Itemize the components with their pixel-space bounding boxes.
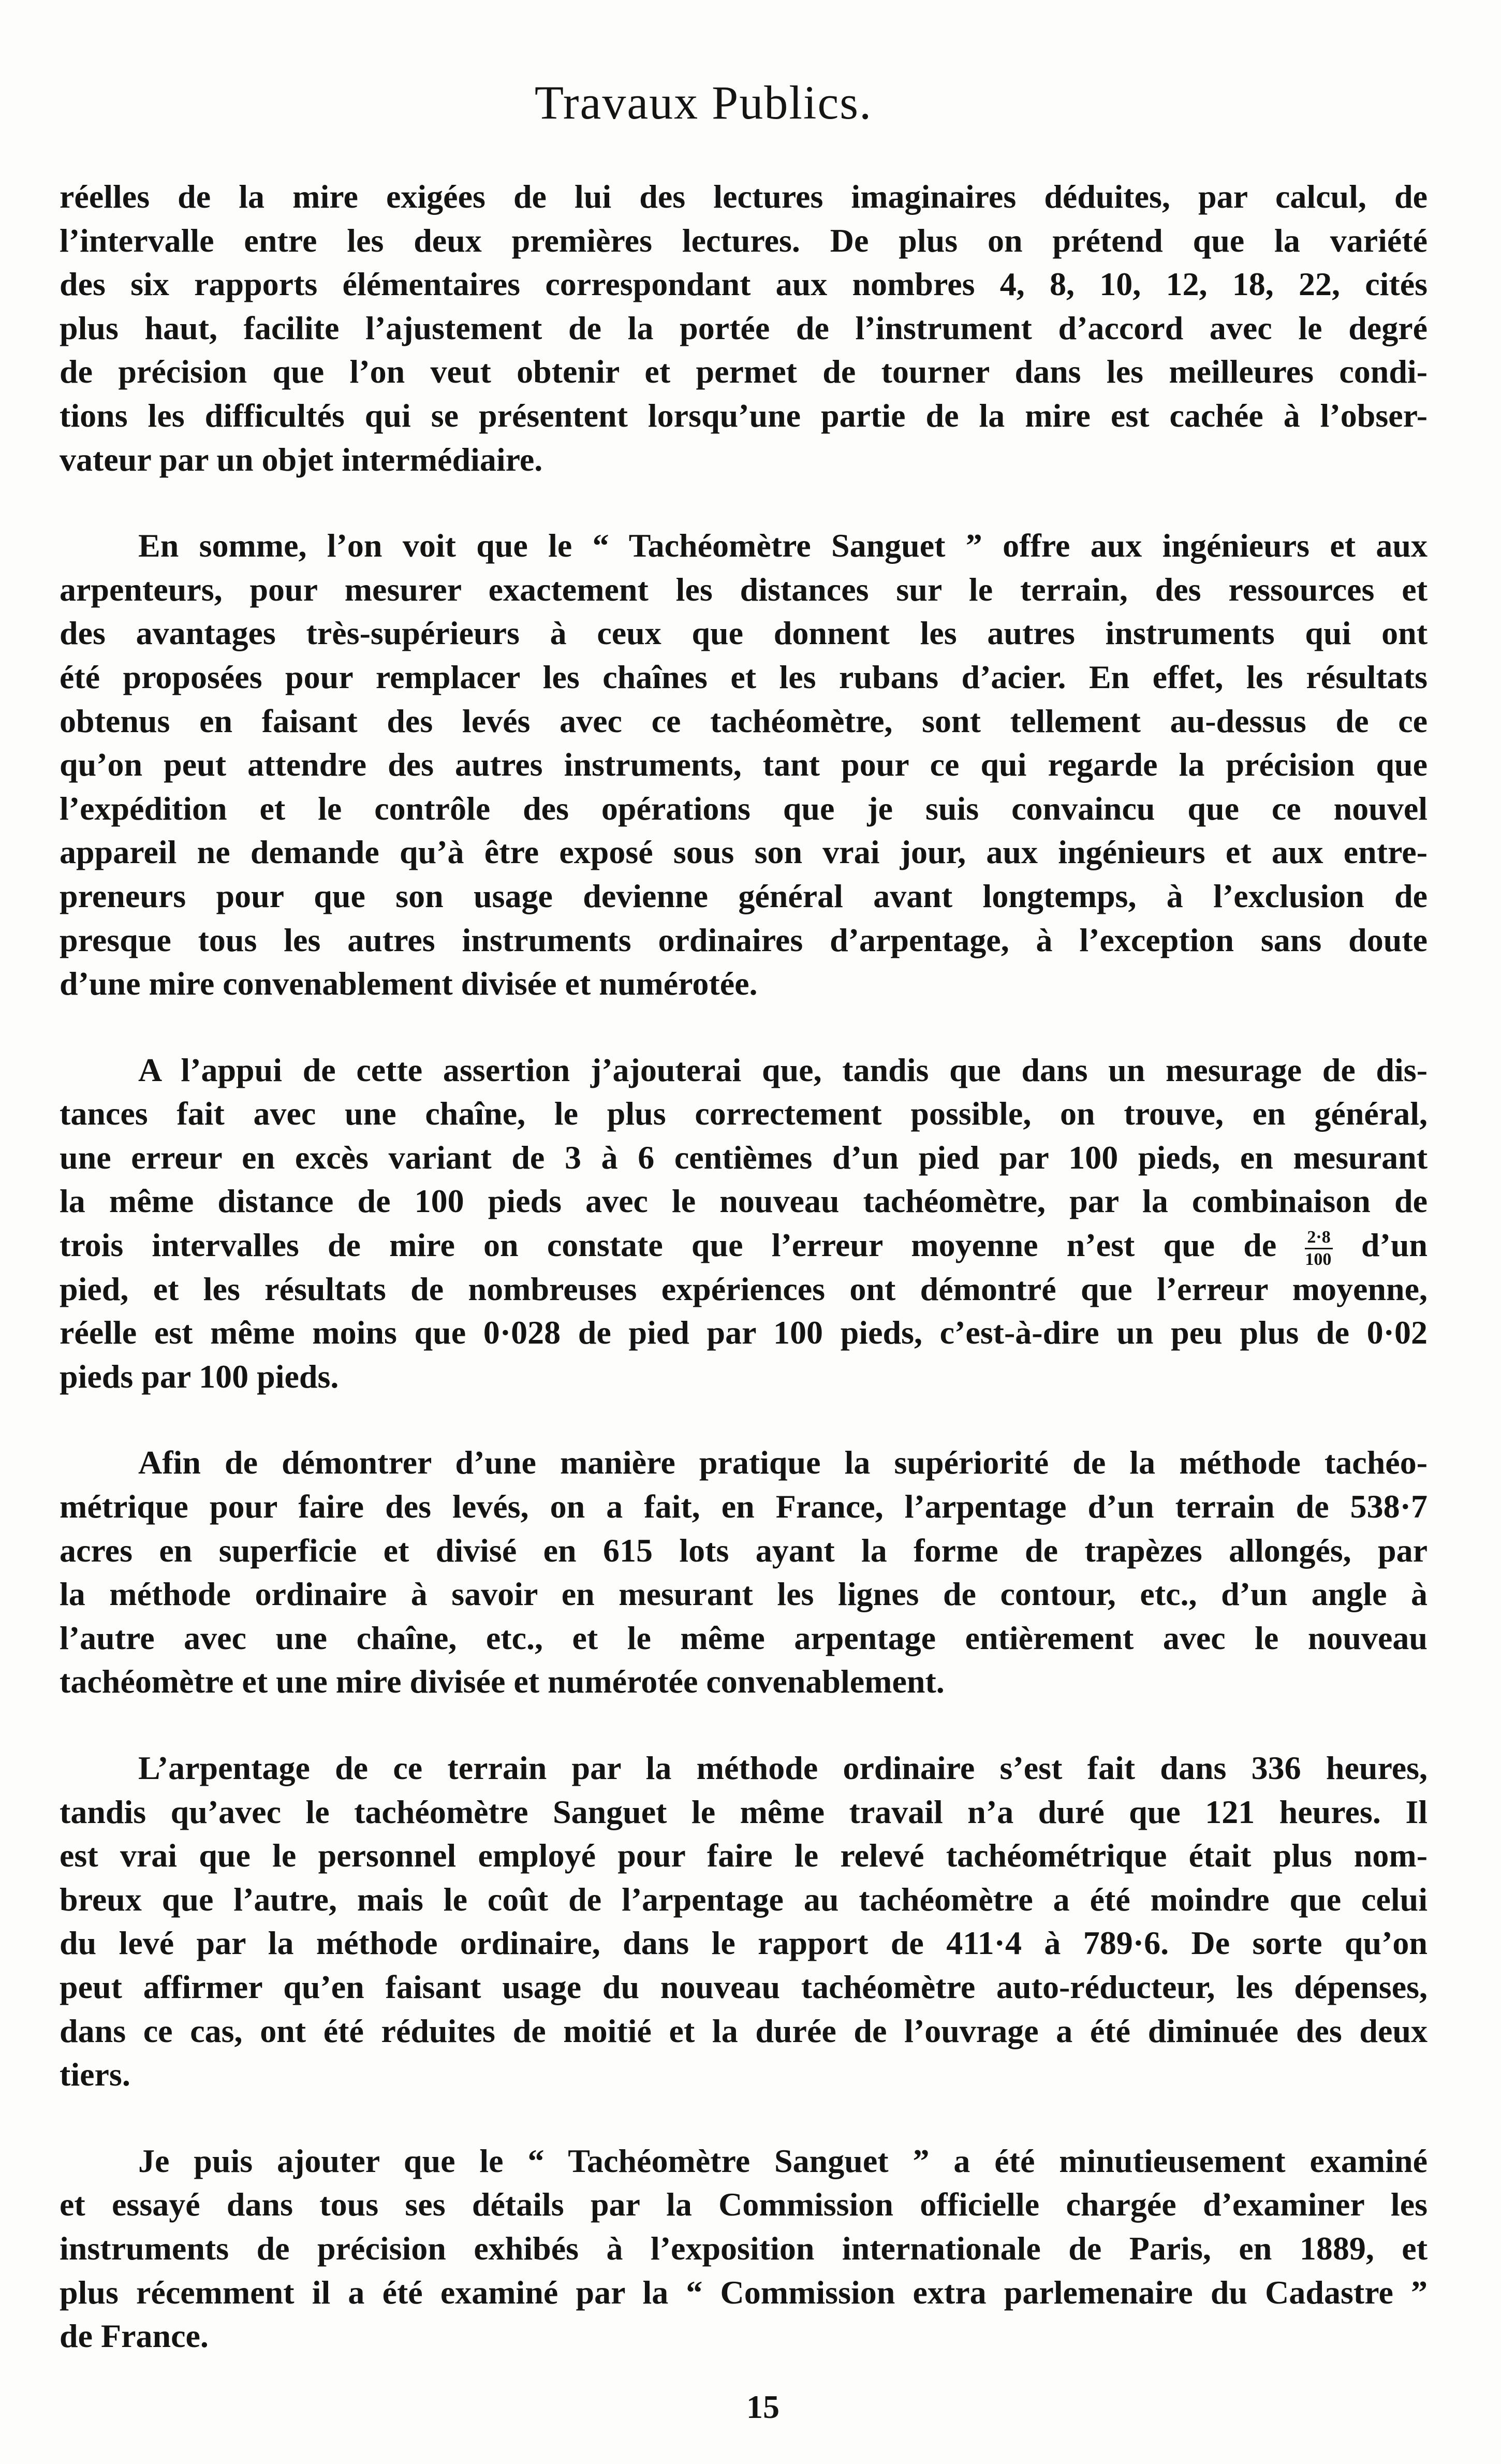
text-line: tachéomètre et une mire divisée et numérotée convenablement. <box>60 1663 945 1700</box>
paragraph <box>60 1441 1428 1704</box>
text-line: du levé par la méthode ordinaire, dans le rapport de 411·4 à 789·6. De sorte qu’on <box>60 1924 1428 1962</box>
page-number: 15 <box>746 2388 779 2425</box>
text-line: plus récemment il a été examiné par la “ Commission extra parlemenaire du Cadastre ” <box>60 2273 1428 2311</box>
paragraph <box>60 2139 1428 2358</box>
text-line: été proposées pour remplacer les chaînes et les rubans d’acier. En effet, les résultats <box>60 658 1428 695</box>
text-line: tiers. <box>60 2056 130 2093</box>
text-line: obtenus en faisant des levés avec ce tachéomètre, sont tellement au-dessus de ce <box>60 702 1428 739</box>
text-line: qu’on peut attendre des autres instruments, tant pour ce qui regarde la précision que <box>60 746 1428 783</box>
paragraph <box>60 1746 1428 2097</box>
text-line: de précision que l’on veut obtenir et permet de tourner dans les meilleures condi- <box>60 353 1428 390</box>
text-line: la méthode ordinaire à savoir en mesurant les lignes de contour, etc., d’un angle à <box>60 1576 1428 1613</box>
text-line: tandis qu’avec le tachéomètre Sanguet le même travail n’a duré que 121 heures. Il <box>60 1793 1428 1830</box>
text-line: tions les difficultés qui se présentent lorsqu’une partie de la mire est cachée à l’obser- <box>60 397 1428 434</box>
text-line: dans ce cas, ont été réduites de moitié et la durée de l’ouvrage a été diminuée des deux <box>60 2012 1428 2049</box>
text-line: une erreur en excès variant de 3 à 6 centièmes d’un pied par 100 pieds, en mesurant <box>60 1139 1428 1176</box>
text-line: et essayé dans tous ses détails par la Commission officielle chargée d’examiner les <box>60 2186 1428 2223</box>
text-segment: trois intervalles de mire on constate que l’erreur moyenne n’est que de <box>60 1227 1277 1264</box>
text-line: l’expédition et le contrôle des opérations que je suis convaincu que ce nouvel <box>60 790 1428 827</box>
running-head: Travaux Publics. <box>534 76 873 129</box>
text-line: arpenteurs, pour mesurer exactement les distances sur le terrain, des ressources et <box>60 571 1428 608</box>
fraction-numerator: 2·8 <box>1305 1229 1332 1249</box>
text-line: réelles de la mire exigées de lui des lectures imaginaires déduites, par calcul, de <box>60 178 1428 215</box>
paragraph <box>60 1048 1428 1399</box>
text-line: En somme, l’on voit que le “ Tachéomètre Sanguet ” offre aux ingénieurs et aux <box>138 527 1428 564</box>
text-line: métrique pour faire des levés, on a fait, en France, l’arpentage d’un terrain de 538·7 <box>60 1488 1428 1525</box>
text-line: peut affirmer qu’en faisant usage du nouveau tachéomètre auto-réducteur, les dépenses, <box>60 1968 1428 2005</box>
text-line: l’autre avec une chaîne, etc., et le même arpentage entièrement avec le nouveau <box>60 1619 1428 1656</box>
text-line: la même distance de 100 pieds avec le nouveau tachéomètre, par la combinaison de <box>60 1183 1428 1220</box>
body-text <box>60 175 1428 2358</box>
text-line: l’intervalle entre les deux premières lectures. De plus on prétend que la variété <box>60 222 1428 259</box>
text-line: acres en superficie et divisé en 615 lots ayant la forme de trapèzes allongés, par <box>60 1532 1428 1569</box>
text-line: instruments de précision exhibés à l’exposition internationale de Paris, en 1889, et <box>60 2229 1428 2267</box>
text-line: appareil ne demande qu’à être exposé sous son vrai jour, aux ingénieurs et aux entre- <box>60 834 1428 871</box>
fraction-denominator: 100 <box>1305 1249 1332 1269</box>
text-line: A l’appui de cette assertion j’ajouterai que, tandis que dans un mesurage de dis- <box>138 1051 1428 1088</box>
text-line: tances fait avec une chaîne, le plus correctement possible, on trouve, en général, <box>60 1095 1428 1132</box>
text-line: vateur par un objet intermédiaire. <box>60 441 543 478</box>
text-line: de France. <box>60 2317 209 2355</box>
text-line: est vrai que le personnel employé pour faire le relevé tachéométrique était plus nom- <box>60 1837 1428 1874</box>
text-line: presque tous les autres instruments ordinaires d’arpentage, à l’exception sans doute <box>60 921 1428 958</box>
text-line: d’une mire convenablement divisée et numérotée. <box>60 965 758 1002</box>
text-line <box>60 1223 1428 1267</box>
text-line: breux que l’autre, mais le coût de l’arpentage au tachéomètre a été moindre que celui <box>60 1880 1428 1918</box>
text-line: des avantages très-supérieurs à ceux que donnent les autres instruments qui ont <box>60 615 1428 652</box>
text-line: pieds par 100 pieds. <box>60 1358 339 1395</box>
text-line: preneurs pour que son usage devienne général avant longtemps, à l’exclusion de <box>60 877 1428 914</box>
text-line: réelle est même moins que 0·028 de pied par 100 pieds, c’est-à-dire un peu plus de 0·02 <box>60 1314 1428 1351</box>
text-segment: d’un <box>1361 1227 1428 1264</box>
text-line: Je puis ajouter que le “ Tachéomètre Sanguet ” a été minutieusement examiné <box>138 2142 1428 2179</box>
text-line: Afin de démontrer d’une manière pratique la supériorité de la méthode tachéo- <box>138 1444 1428 1481</box>
text-line: des six rapports élémentaires correspondant aux nombres 4, 8, 10, 12, 18, 22, cités <box>60 266 1428 303</box>
text-line: L’arpentage de ce terrain par la méthode ordinaire s’est fait dans 336 heures, <box>138 1749 1428 1786</box>
text-line: plus haut, facilite l’ajustement de la portée de l’instrument d’accord avec le degré <box>60 309 1428 346</box>
paragraph <box>60 524 1428 1006</box>
paragraph <box>60 175 1428 482</box>
fraction <box>1305 1229 1332 1269</box>
text-line: pied, et les résultats de nombreuses expériences ont démontré que l’erreur moyenne, <box>60 1270 1428 1307</box>
